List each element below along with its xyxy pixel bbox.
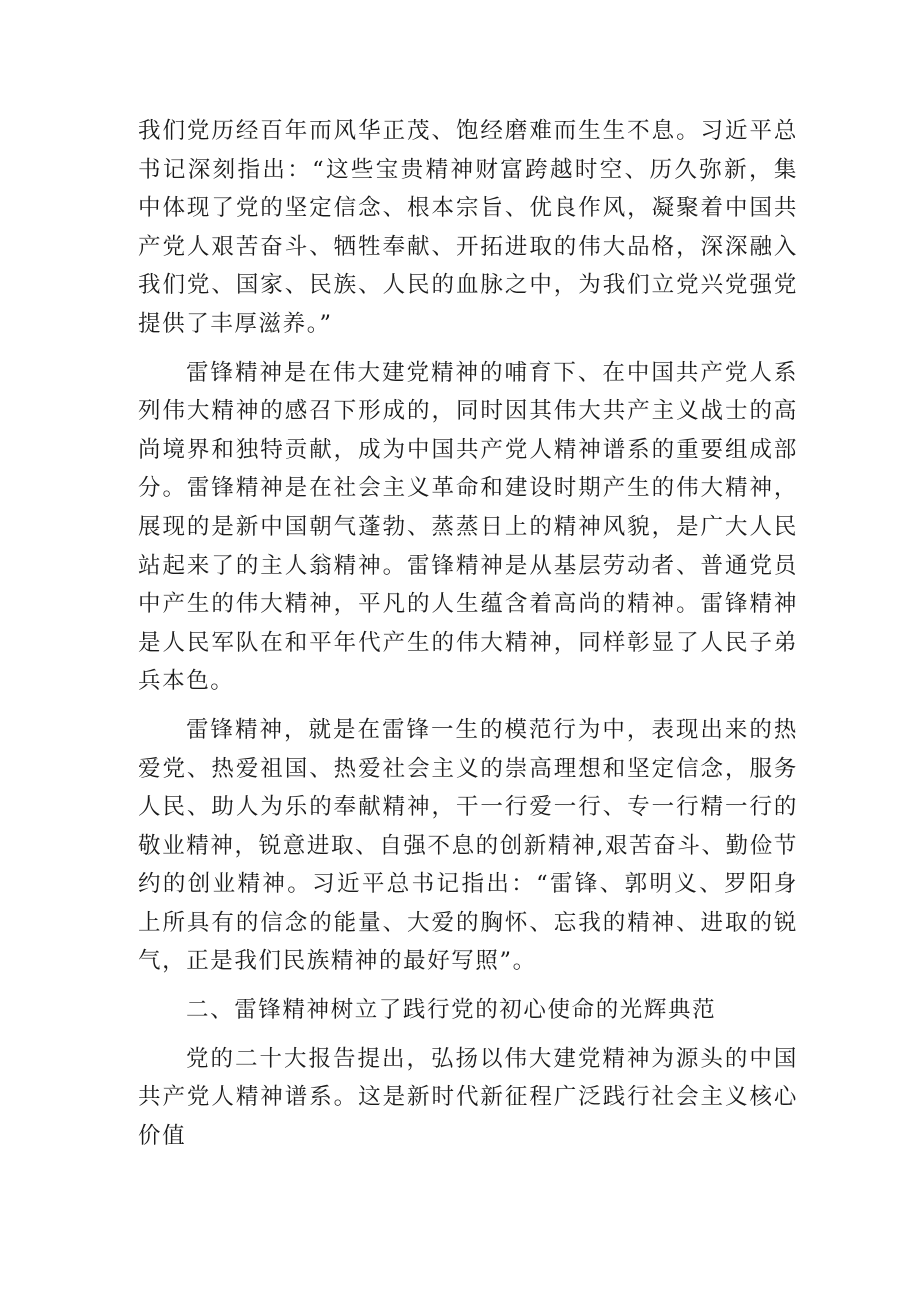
paragraph-4: 党的二十大报告提出，弘扬以伟大建党精神为源头的中国共产党人精神谱系。这是新时代新征程广泛践行社会主义核心价值 <box>138 1045 798 1149</box>
paragraph-2: 雷锋精神是在伟大建党精神的哺育下、在中国共产党人系列伟大精神的感召下形成的，同时因其伟大共产主义战士的高尚境界和独特贡献，成为中国共产党人精神谱系的重要组成部分。雷锋精神是在社会主义革命和建设时期产生的伟大精神，展现的是新中国朝气蓬勃、蒸蒸日上的精神风貌，是广大人民站起来了的主人翁精神。雷锋精神是从基层劳动者、普通党员中产生的伟大精神，平凡的人生蕴含着高尚的精神。雷锋精神是人民军队在和平年代产生的伟大精神，同样彰显了人民子弟兵本色。 <box>138 359 798 695</box>
document-body <box>138 112 798 1165</box>
paragraph-3: 雷锋精神，就是在雷锋一生的模范行为中，表现出来的热爱党、热爱祖国、热爱社会主义的崇高理想和坚定信念，服务人民、助人为乐的奉献精神，干一行爱一行、专一行精一行的敬业精神，锐意进取、自强不息的创新精神,艰苦奋斗、勤俭节约的创业精神。习近平总书记指出：“雷锋、郭明义、罗阳身上所具有的信念的能量、大爱的胸怀、忘我的精神、进取的锐气，正是我们民族精神的最好写照”。 <box>138 716 798 975</box>
section-heading: 二、雷锋精神树立了践行党的初心使命的光辉典范 <box>186 997 717 1024</box>
paragraph-1: 我们党历经百年而风华正茂、饱经磨难而生生不息。习近平总书记深刻指出：“这些宝贵精神财富跨越时空、历久弥新，集中体现了党的坚定信念、根本宗旨、优良作风，凝聚着中国共产党人艰苦奋斗、牺牲奉献、开拓进取的伟大品格，深深融入我们党、国家、民族、人民的血脉之中，为我们立党兴党强党提供了丰厚滋养。” <box>138 118 798 337</box>
